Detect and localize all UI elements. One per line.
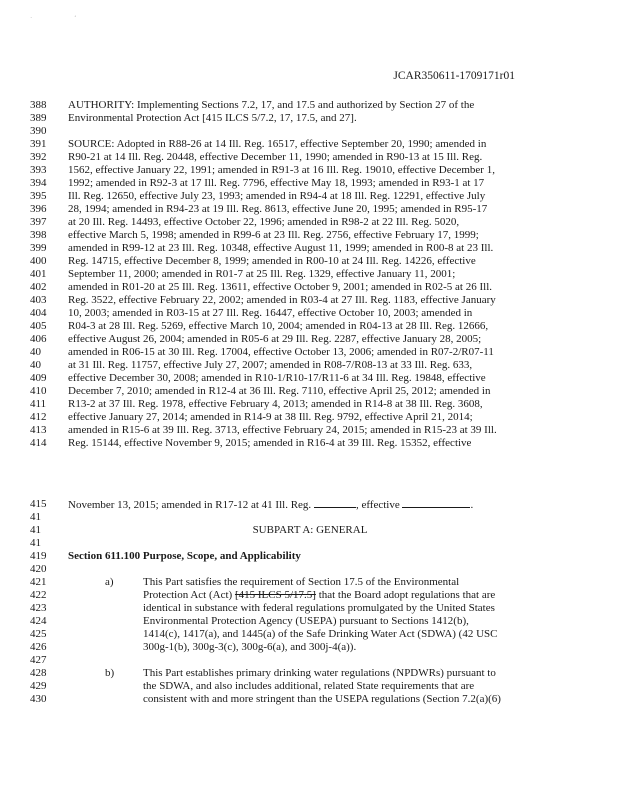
line-text: Reg. 3522, effective February 22, 2002; amended in R03-4 at 27 Ill. Reg. 1183, effective January (68, 294, 496, 306)
document-id: JCAR350611-1709171r01 (393, 70, 515, 82)
document-line (30, 216, 590, 229)
line-text: AUTHORITY: Implementing Sections 7.2, 17, and 17.5 and authorized by Section 27 of the (68, 99, 475, 111)
line-text: effective March 5, 1998; amended in R99-6 at 23 Ill. Reg. 2756, effective February 17, 1999; (68, 229, 479, 241)
line-blank: 427 (30, 654, 47, 666)
line-number: 413 (30, 424, 47, 436)
line-number: 415 (30, 498, 47, 510)
line-text: Reg. 15144, effective November 9, 2015; amended in R16-4 at 39 Ill. Reg. 15352, effective (68, 437, 472, 449)
section-heading-line: 419 Section 611.100 Purpose, Scope, and Applicability (30, 550, 301, 562)
line-number: 40 (30, 359, 41, 371)
line-text: amended in R01-20 at 25 Ill. Reg. 13611, effective October 9, 2001; amended in R02-5 at 26 Ill. (68, 281, 493, 293)
line-number: 40 (30, 346, 41, 358)
line-number: 410 (30, 385, 47, 397)
document-line (30, 437, 590, 450)
document-line (30, 359, 590, 372)
line-number: 395 (30, 190, 47, 202)
document-line (30, 190, 590, 203)
line-text: 28, 1994; amended in R94-23 at 19 Ill. Reg. 8613, effective June 20, 1995; amended in R95-17 (68, 203, 488, 215)
blank-register-page (314, 498, 356, 508)
line-number: 402 (30, 281, 47, 293)
line-text: Ill. Reg. 12650, effective July 23, 1993; amended in R94-4 at 18 Ill. Reg. 12291, effective July (68, 190, 486, 202)
paragraph-a-line: 423 identical in substance with federal regulations promulgated by the United States (30, 602, 495, 614)
document-line (30, 99, 590, 112)
line-text: effective December 30, 2008; amended in R10-1/R10-17/R11-6 at 34 Ill. Reg. 19848, effective (68, 372, 486, 384)
line-number: 406 (30, 333, 47, 345)
paragraph-b-line: 430 consistent with and more stringent than the USEPA regulations (Section 7.2(a)(6) (30, 693, 501, 705)
line-text: effective January 27, 2014; amended in R14-9 at 38 Ill. Reg. 9792, effective April 21, 2014; (68, 411, 473, 423)
corner-marks: · ‘ (30, 14, 97, 22)
line-number: 394 (30, 177, 47, 189)
document-line (30, 307, 590, 320)
line-text: November 13, 2015; amended in R17-12 at 41 Ill. Reg. , effective . (68, 499, 474, 511)
line-number: 403 (30, 294, 47, 306)
line-text: amended in R99-12 at 23 Ill. Reg. 10348, effective August 11, 1999; amended in R00-8 at 23 Ill. (68, 242, 494, 254)
line-number: 393 (30, 164, 47, 176)
document-line (30, 151, 590, 164)
line-number: 414 (30, 437, 47, 449)
paragraph-label: a) (105, 576, 114, 588)
document-line (30, 242, 590, 255)
line-number: 397 (30, 216, 47, 228)
document-line (30, 398, 590, 411)
paragraph-a-line: 425 1414(c), 1417(a), and 1445(a) of the Safe Drinking Water Act (SDWA) (42 USC (30, 628, 498, 640)
line-number: 401 (30, 268, 47, 280)
line-gap: 41 (30, 511, 41, 523)
line-blank: 420 (30, 563, 47, 575)
line-text: 10, 2003; amended in R03-15 at 27 Ill. Reg. 16447, effective October 10, 2003; amended in (68, 307, 473, 319)
document-line (30, 164, 590, 177)
document-line (30, 138, 590, 151)
line-number: 389 (30, 112, 47, 124)
line-text: Reg. 14715, effective December 8, 1999; amended in R00-10 at 24 Ill. Reg. 14226, effective (68, 255, 476, 267)
line-text: amended in R15-6 at 39 Ill. Reg. 3713, effective February 24, 2015; amended in R15-23 at 39 Ill. (68, 424, 497, 436)
line-number: 388 (30, 99, 47, 111)
paragraph-a-line: 426 300g-1(b), 300g-3(c), 300g-6(a), and 300j-4(a)). (30, 641, 357, 653)
document-line (30, 320, 590, 333)
document-line (30, 411, 590, 424)
line-text: September 11, 2000; amended in R01-7 at 25 Ill. Reg. 1329, effective January 11, 2001; (68, 268, 456, 280)
line-number: 409 (30, 372, 47, 384)
line-gap: 41 (30, 537, 41, 549)
document-line (30, 281, 590, 294)
line-number: 404 (30, 307, 47, 319)
document-line (30, 203, 590, 216)
subpart-title: SUBPART A: GENERAL (252, 524, 368, 536)
document-line (30, 268, 590, 281)
paragraph-b-line: 429 the SDWA, and also includes additional, related State requirements that are (30, 680, 475, 692)
blank-effective-date (402, 498, 470, 508)
line-number: 399 (30, 242, 47, 254)
line-text: at 31 Ill. Reg. 11757, effective July 27, 2007; amended in R08-7/R08-13 at 33 Ill. Reg. 633, (68, 359, 473, 371)
document-line (30, 229, 590, 242)
line-text: 1562, effective January 22, 1991; amended in R91-3 at 16 Ill. Reg. 19010, effective December 1, (68, 164, 495, 176)
line-text: effective August 26, 2004; amended in R05-6 at 29 Ill. Reg. 2287, effective January 28, 2005; (68, 333, 482, 345)
document-line (30, 177, 590, 190)
paragraph-a-line: 421 a) This Part satisfies the requirement of Section 17.5 of the Environmental (30, 576, 460, 588)
line-number: 412 (30, 411, 47, 423)
document-line (30, 294, 590, 307)
line-text: at 20 Ill. Reg. 14493, effective October 22, 1996; amended in R98-2 at 22 Ill. Reg. 5020, (68, 216, 460, 228)
line-number: 396 (30, 203, 47, 215)
paragraph-a-line: 424 Environmental Protection Agency (USEPA) pursuant to Sections 1412(b), (30, 615, 469, 627)
line-text: R04-3 at 28 Ill. Reg. 5269, effective March 10, 2004; amended in R04-13 at 28 Ill. Reg. 12666, (68, 320, 489, 332)
line-text: 1992; amended in R92-3 at 17 Ill. Reg. 7796, effective May 18, 1993; amended in R93-1 at 17 (68, 177, 485, 189)
document-line (30, 125, 590, 138)
document-line (30, 346, 590, 359)
paragraph-b-line: 428 b) This Part establishes primary drinking water regulations (NPDWRs) pursuant to (30, 667, 496, 679)
document-line (30, 424, 590, 437)
section-title: Section 611.100 Purpose, Scope, and Applicability (68, 550, 301, 562)
line-text: Environmental Protection Act [415 ILCS 5/7.2, 17, 17.5, and 27]. (68, 112, 357, 124)
paragraph-a-line: 422 Protection Act (Act) [415 ILCS 5/17.5] that the Board adopt regulations that are (30, 589, 496, 601)
paragraph-label: b) (105, 667, 115, 679)
line-number: 398 (30, 229, 47, 241)
line-number: 405 (30, 320, 47, 332)
line-415 (30, 498, 590, 511)
subpart-heading-line: 41 SUBPART A: GENERAL (30, 524, 590, 537)
document-line (30, 385, 590, 398)
line-text: R90-21 at 14 Ill. Reg. 20448, effective December 11, 1990; amended in R90-13 at 15 Ill. Reg. (68, 151, 483, 163)
document-line (30, 372, 590, 385)
document-line (30, 333, 590, 346)
struck-citation: [415 ILCS 5/17.5] (234, 589, 316, 601)
line-number: 390 (30, 125, 47, 137)
line-text: December 7, 2010; amended in R12-4 at 36 Ill. Reg. 7110, effective April 25, 2012; amended in (68, 385, 491, 397)
document-line (30, 255, 590, 268)
line-text: amended in R06-15 at 30 Ill. Reg. 17004, effective October 13, 2006; amended in R07-2/R07-11 (68, 346, 494, 358)
line-text: SOURCE: Adopted in R88-26 at 14 Ill. Reg. 16517, effective September 20, 1990; amended in (68, 138, 487, 150)
line-number: 400 (30, 255, 47, 267)
line-number: 411 (30, 398, 47, 410)
document-line (30, 112, 590, 125)
line-number: 392 (30, 151, 47, 163)
line-text: R13-2 at 37 Ill. Reg. 1978, effective February 4, 2013; amended in R14-8 at 38 Ill. Reg. 3608, (68, 398, 483, 410)
line-number: 391 (30, 138, 47, 150)
